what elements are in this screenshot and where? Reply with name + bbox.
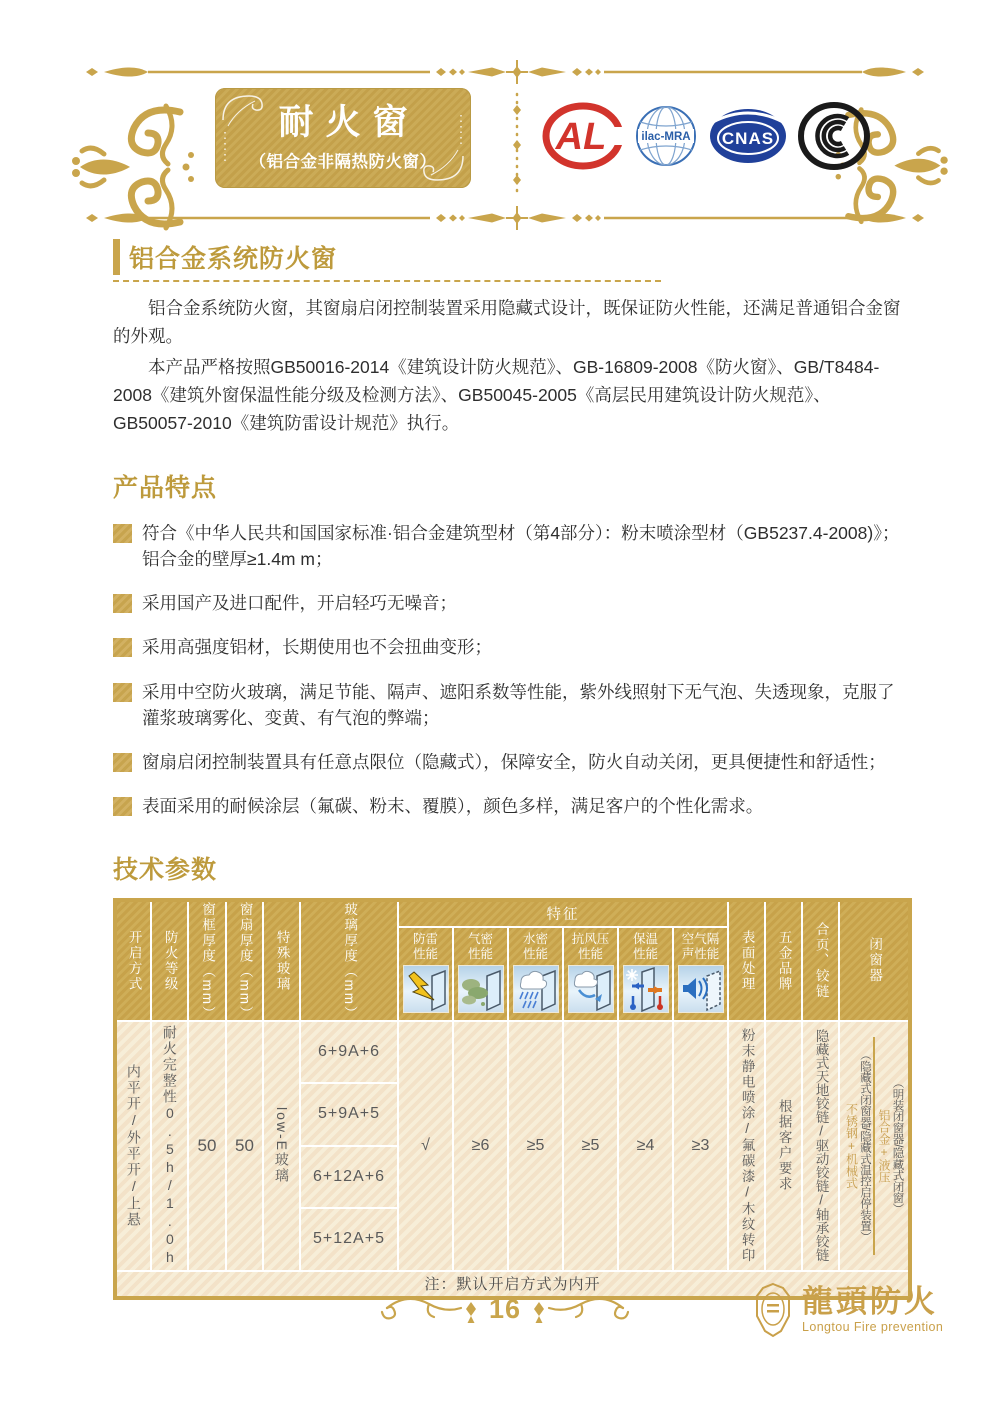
ccc-certification-icon (798, 102, 870, 170)
col-header-fire-rating: 防火等级 (162, 929, 178, 992)
cell-hardware-brand: 根据客户要求 (776, 1099, 792, 1193)
col-header-open-mode: 开启方式 (126, 929, 142, 992)
feature-group-label: 特征 (399, 902, 727, 926)
features-heading: 产品特点 (113, 473, 218, 502)
page-content (0, 239, 1000, 1300)
cell-lightning-value: √ (399, 1022, 452, 1270)
col-header-hardware-brand: 五金品牌 (776, 929, 792, 992)
subcol-watertight: 水密 性能 (509, 928, 562, 1020)
cell-airtight-value: ≥6 (454, 1022, 507, 1270)
square-bullet-icon (113, 753, 132, 772)
feature-text: 采用中空防火玻璃，满足节能、隔声、遮阳系数等性能，紫外线照射下无气泡、失透现象，克服了灌浆玻璃雾化、变黄、有气泡的弊端； (142, 681, 895, 728)
cell-special-glass: low-E玻璃 (273, 1107, 290, 1185)
svg-text:AL: AL (555, 116, 607, 158)
closer-accent-text: 铝合金+液压 (877, 1108, 891, 1183)
flourish-right-icon (527, 1288, 631, 1330)
square-bullet-icon (113, 683, 132, 702)
closer-main-text: （明装闭窗器/隐藏式闭窗） (891, 1077, 904, 1215)
cell-frame-thickness: 50 (189, 1022, 225, 1270)
intro-heading: 铝合金系统防火窗 (113, 239, 661, 275)
flourish-left-icon (379, 1288, 483, 1330)
square-bullet-icon (113, 594, 132, 613)
square-bullet-icon (113, 524, 132, 543)
col-header-hinge: 合页、铰链 (813, 921, 829, 1000)
cell-hinge: 隐藏式天地铰链/驱动铰链/轴承铰链 (813, 1029, 829, 1262)
list-item (113, 520, 905, 573)
spec-table (113, 898, 912, 1300)
col-header-sash-thickness: 窗扇厚度（mm） (237, 901, 253, 1022)
cell-surface: 粉末静电喷涂/氟碳漆/木纹转印 (739, 1027, 755, 1264)
product-title: 耐火窗 (278, 102, 420, 142)
subcol-acoustic: 空气隔 声性能 (674, 928, 727, 1020)
intro-paragraph-2: 本产品严格按照GB50016-2014《建筑设计防火规范》、GB-16809-2008《防火窗》、GB/T8484-2008《建筑外窗保温性能分级及检测方法》、GB50045-2005《高层民用建筑设计防火规范》、GB50057-2010《建筑防雷设计规范》执行。 (113, 356, 880, 434)
list-item (113, 793, 905, 819)
lightning-icon (403, 965, 449, 1013)
col-header-frame-thickness: 窗框厚度（mm） (200, 901, 216, 1022)
title-badge (215, 88, 471, 188)
square-bullet-icon (113, 638, 132, 657)
subcol-airtight: 气密 性能 (454, 928, 507, 1020)
svg-text:CNAS: CNAS (721, 129, 775, 148)
badge-corner-flourish (215, 88, 471, 188)
glass-spec: 6+12A+6 (301, 1147, 397, 1208)
airtight-icon (458, 965, 504, 1013)
feature-text: 符合《中华人民共和国国家标准·铝合金建筑型材（第4部分）：粉末喷涂型材（GB5237.4-2008)》；铝合金的壁厚≥1.4m m； (142, 522, 900, 569)
feature-text: 采用高强度铝材，长期使用也不会扭曲变形； (142, 637, 492, 658)
svg-text:ilac-MRA: ilac-MRA (641, 131, 691, 143)
cell-fire-rating: 耐火完整性0.5h/1.0h (161, 1024, 178, 1267)
certification-logos (541, 100, 870, 172)
feature-text: 采用国产及进口配件，开启轻巧无噪音； (142, 593, 457, 614)
brand-crest-icon (752, 1282, 794, 1338)
cal-certification-icon (541, 102, 625, 170)
intro-heading-wrap (113, 239, 661, 282)
list-item (113, 634, 905, 660)
brand-name-en: Longtou Fire prevention (802, 1320, 944, 1335)
page-number: 16 (488, 1293, 522, 1324)
cnas-certification-icon (707, 105, 789, 167)
square-bullet-icon (113, 797, 132, 816)
feature-text: 表面采用的耐候涂层（氟碳、粉末、覆膜），颜色多样，满足客户的个性化需求。 (142, 796, 764, 817)
closer-accent-text: 不锈钢+机械式 (844, 1102, 859, 1189)
feature-list (113, 520, 905, 820)
intro-body (113, 294, 905, 438)
thermal-icon (623, 965, 669, 1013)
list-item (113, 590, 905, 616)
feature-text: 窗扇启闭控制装置具有任意点限位（隐藏式），保障安全，防火自动关闭，更具便捷性和舒适性； (142, 752, 886, 773)
closer-option-exposed (878, 1077, 903, 1214)
acoustic-icon (678, 965, 724, 1013)
cell-glass-thickness (301, 1022, 397, 1270)
page-footer (0, 1282, 1000, 1352)
header-frame (0, 50, 1000, 233)
cell-sash-thickness: 50 (227, 1022, 262, 1270)
col-header-surface: 表面处理 (739, 929, 755, 992)
feature-group-header (399, 902, 727, 1020)
cell-closer (840, 1022, 908, 1270)
wind-pressure-icon (568, 965, 614, 1013)
brand-logo (752, 1282, 943, 1338)
product-subtitle: （铝合金非隔热防火窗） (249, 153, 437, 172)
col-header-glass-thickness: 玻璃厚度（mm） (342, 901, 358, 1022)
closer-divider (873, 1037, 875, 1255)
cell-acoustic-value: ≥3 (674, 1022, 727, 1270)
col-header-special-glass: 特殊玻璃 (274, 929, 290, 992)
brand-name-cn: 龍頭防火 (802, 1284, 938, 1320)
subcol-thermal: 保温 性能 (619, 928, 672, 1020)
list-item (113, 679, 905, 732)
intro-paragraph-1: 铝合金系统防火窗，其窗扇启闭控制装置采用隐藏式设计，既保证防火性能，还满足普通铝合金窗的外观。 (113, 298, 901, 347)
closer-option-concealed (846, 1049, 871, 1242)
closer-main-text: （隐藏式闭窗器/隐藏式温控启停装置） (859, 1049, 871, 1243)
table-note: 注：默认开启方式为内开 (117, 1272, 908, 1296)
glass-spec: 5+12A+5 (301, 1209, 397, 1270)
subcol-wind-pressure: 抗风压 性能 (564, 928, 617, 1020)
cell-watertight-value: ≥5 (509, 1022, 562, 1270)
glass-spec: 6+9A+6 (301, 1022, 397, 1083)
glass-spec: 5+9A+5 (301, 1084, 397, 1145)
list-item (113, 749, 905, 775)
col-header-closer: 闭窗器 (867, 937, 883, 984)
cell-open-mode: 内平开/外平开/上悬 (125, 1063, 142, 1228)
specs-heading: 技术参数 (113, 855, 218, 884)
page-number-flourish (360, 1288, 650, 1330)
subcol-lightning: 防雷 性能 (399, 928, 452, 1020)
cell-wind-pressure-value: ≥5 (564, 1022, 617, 1270)
watertight-icon (513, 965, 559, 1013)
ilac-mra-certification-icon (634, 104, 698, 168)
cell-thermal-value: ≥4 (619, 1022, 672, 1270)
